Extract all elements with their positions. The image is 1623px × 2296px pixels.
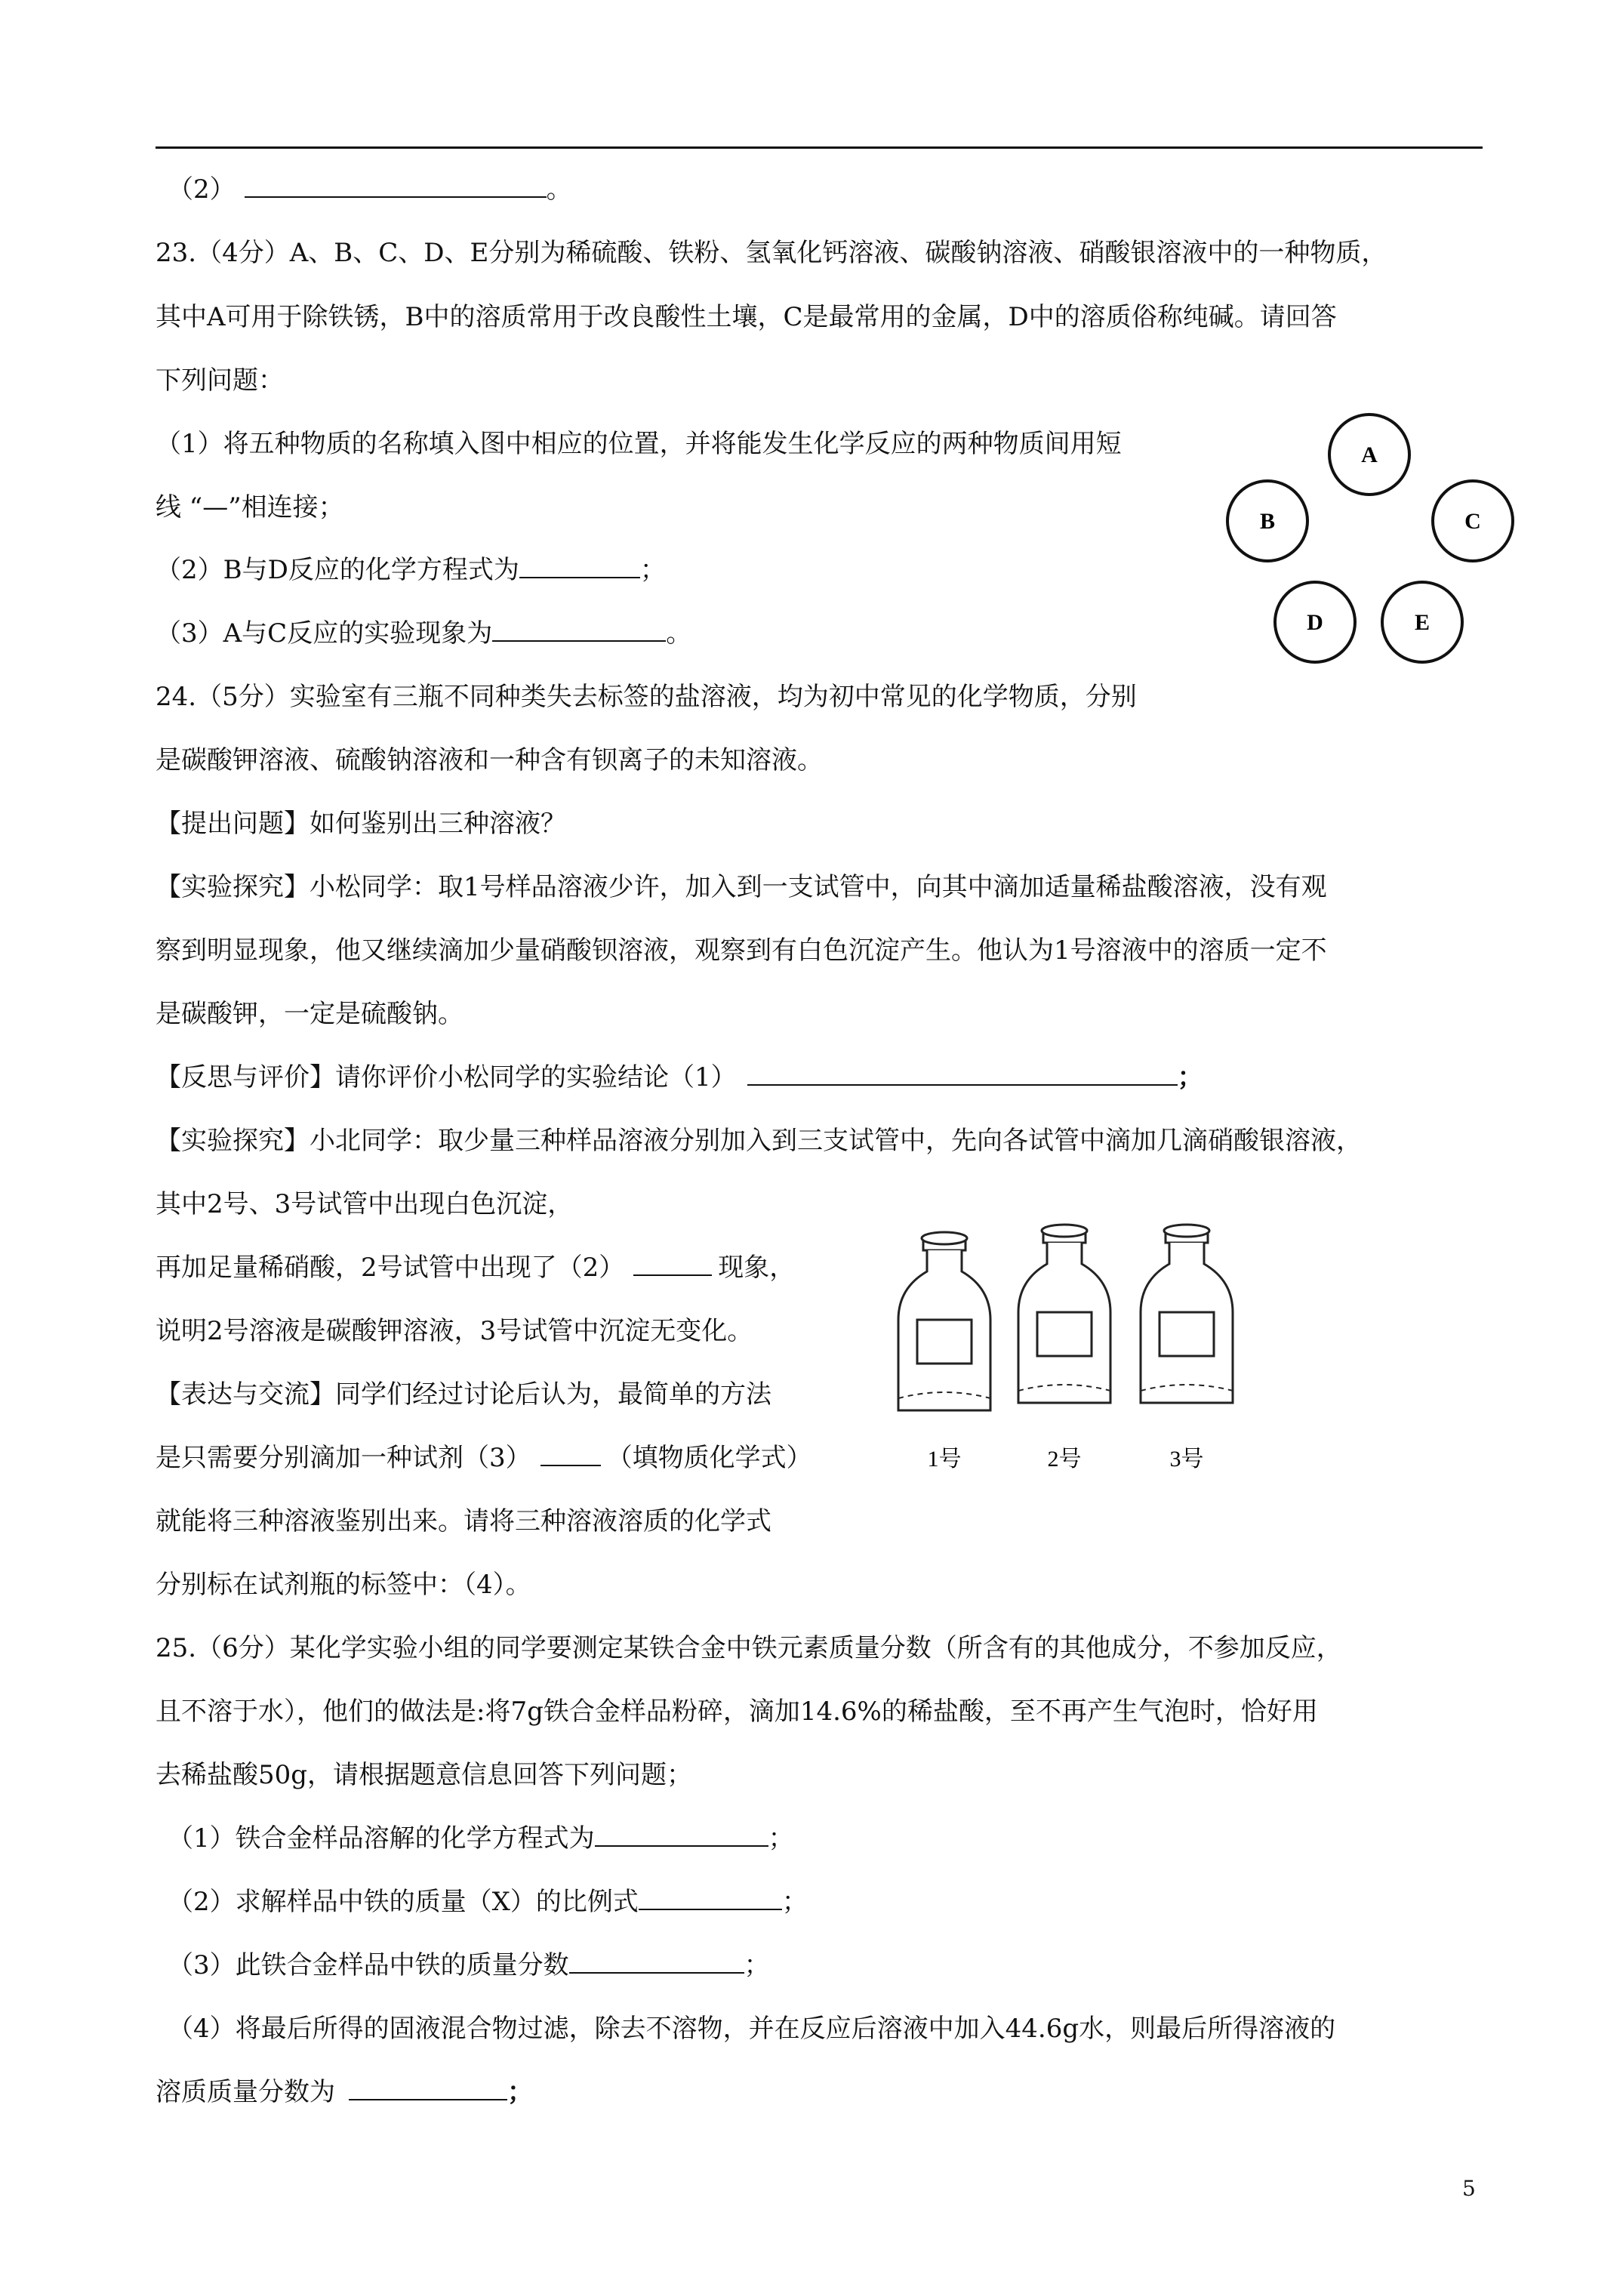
header-rule [156, 146, 1483, 149]
bottle-1-label: 1号 [927, 1447, 962, 1472]
q24-expression-line-4: 分别标在试剂瓶的标签中：（4）。 [156, 1570, 531, 1600]
q24-question: 【提出问题】如何鉴别出三种溶液？ [156, 809, 566, 839]
q23-part1-line-1: （1）将五种物质的名称填入图中相应的位置，并将能发生化学反应的两种物质间用短 [156, 429, 1122, 459]
circle-c [1433, 481, 1513, 561]
q25-part3: （3）此铁合金样品中铁的质量分数 ； [168, 1950, 770, 1980]
circle-a [1329, 415, 1409, 495]
q25-part2: （2）求解样品中铁的质量（X）的比例式 ； [168, 1887, 808, 1917]
answer-blank[interactable] [639, 1886, 782, 1910]
answer-blank[interactable] [747, 1062, 1178, 1086]
q23-part3: （3）A与C反应的实验现象为 。 [156, 618, 692, 649]
circle-e [1382, 582, 1462, 662]
q23-part2: （2）B与D反应的化学方程式为 ； [156, 555, 666, 585]
circle-e-label: E [1414, 610, 1431, 635]
q23-intro-line-3: 下列问题： [156, 365, 284, 396]
q23-intro-line-2: 其中A可用于除铁锈，B中的溶质常用于改良酸性土壤，C是最常用的金属，D中的溶质俗称纯碱。请回答 [156, 302, 1337, 332]
q23-intro-line-1: 23.（4分）A、B、C、D、E分别为稀硫酸、铁粉、氢氧化钙溶液、碳酸钠溶液、硝酸银溶液中的一种物质， [156, 238, 1387, 268]
q24-expression-line-2: 是只需要分别滴加一种试剂（3） （填物质化学式） [156, 1443, 812, 1473]
q24-experiment2-line-3: 再加足量稀硝酸，2号试管中出现了（2） 现象， [156, 1253, 796, 1283]
q23-part1-line-2: 线 “—”相连接； [156, 492, 344, 522]
q25-intro-line-1: 25.（6分）某化学实验小组的同学要测定某铁合金中铁元素质量分数（所含有的其他成分，不参加反应， [156, 1633, 1342, 1663]
q24-expression-line-3: 就能将三种溶液鉴别出来。请将三种溶液溶质的化学式 [156, 1506, 771, 1536]
answer-blank[interactable] [540, 1442, 601, 1466]
circle-b-label: B [1259, 509, 1276, 534]
circle-d [1275, 582, 1355, 662]
bottle-2 [1018, 1225, 1110, 1403]
answer-blank[interactable] [492, 618, 666, 642]
q24-experiment2-line-4: 说明2号溶液是碳酸钾溶液，3号试管中沉淀无变化。 [156, 1316, 753, 1346]
circle-c-label: C [1464, 509, 1481, 534]
q24-expression-line-1: 【表达与交流】同学们经过讨论后认为，最简单的方法 [156, 1379, 771, 1410]
page-number: 5 [1462, 2176, 1476, 2201]
answer-blank[interactable] [519, 554, 640, 578]
substance-circle-diagram [1223, 408, 1525, 680]
bottle-3 [1141, 1225, 1233, 1403]
q25-part1: （1）铁合金样品溶解的化学方程式为 ； [168, 1823, 794, 1854]
bottle-1 [898, 1232, 990, 1410]
q24-experiment1-line-2: 察到明显现象，他又继续滴加少量硝酸钡溶液，观察到有白色沉淀产生。他认为1号溶液中的溶质一定不 [156, 935, 1327, 966]
q24-experiment2-line-2: 其中2号、3号试管中出现白色沉淀， [156, 1189, 574, 1219]
q24-experiment1-line-3: 是碳酸钾，一定是硫酸钠。 [156, 999, 463, 1029]
q24-reflection: 【反思与评价】请你评价小松同学的实验结论（1） ； [156, 1062, 1203, 1093]
circle-d-label: D [1307, 610, 1323, 635]
answer-blank[interactable] [349, 2076, 507, 2100]
q24-experiment1-line-1: 【实验探究】小松同学：取1号样品溶液少许，加入到一支试管中，向其中滴加适量稀盐酸溶液，没有观 [156, 872, 1327, 902]
q25-intro-line-2: 且不溶于水），他们的做法是:将7g铁合金样品粉碎，滴加14.6%的稀盐酸，至不再产生气泡时，恰好用 [156, 1697, 1318, 1727]
q24-intro-line-2: 是碳酸钾溶液、硫酸钠溶液和一种含有钡离子的未知溶液。 [156, 745, 823, 775]
reagent-bottles-figure [891, 1223, 1246, 1480]
answer-blank[interactable] [245, 174, 547, 198]
q24-intro-line-1: 24.（5分）实验室有三瓶不同种类失去标签的盐溶液，均为初中常见的化学物质，分别 [156, 682, 1137, 712]
bottle-3-label: 3号 [1169, 1447, 1204, 1472]
answer-blank[interactable] [595, 1823, 768, 1847]
circle-a-label: A [1361, 442, 1378, 467]
answer-blank[interactable] [569, 1949, 744, 1974]
q22-part2: （2） 。 [168, 174, 572, 205]
q25-part4-line-2: 溶质质量分数为 ； [156, 2077, 533, 2107]
q25-intro-line-3: 去稀盐酸50g，请根据题意信息回答下列问题； [156, 1760, 693, 1790]
q24-experiment2-line-1: 【实验探究】小北同学：取少量三种样品溶液分别加入到三支试管中，先向各试管中滴加几滴硝酸银溶液， [156, 1126, 1362, 1156]
circle-b [1227, 481, 1307, 561]
answer-blank[interactable] [633, 1252, 712, 1276]
bottle-2-label: 2号 [1047, 1447, 1082, 1472]
q25-part4-line-1: （4）将最后所得的固液混合物过滤，除去不溶物，并在反应后溶液中加入44.6g水，则最后所得溶液的 [168, 2014, 1336, 2044]
